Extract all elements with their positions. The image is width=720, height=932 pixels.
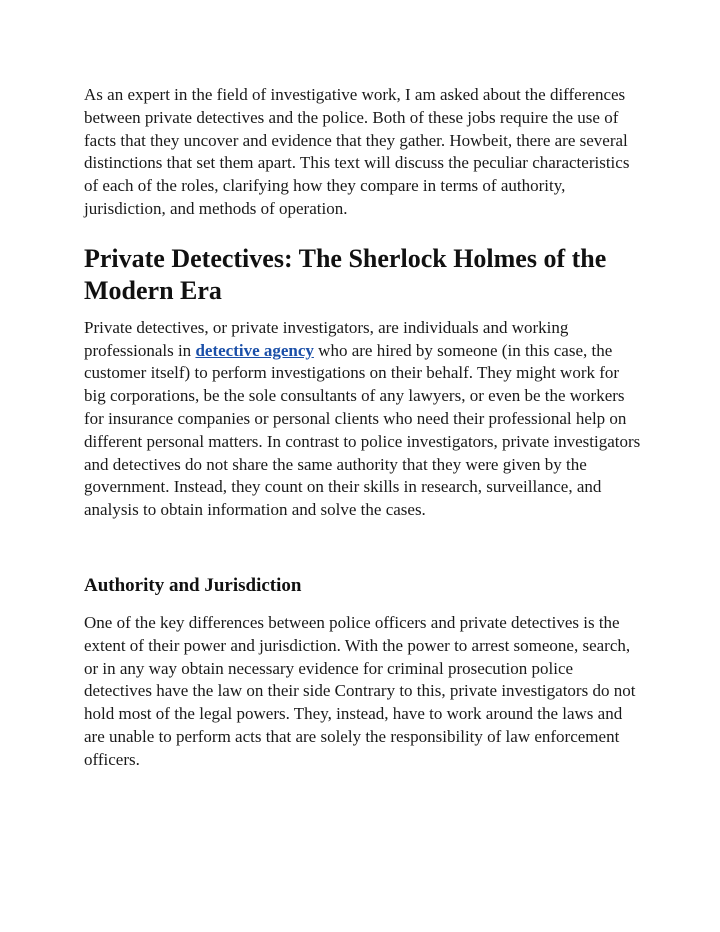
intro-paragraph: As an expert in the field of investigative work, I am asked about the differences between private detectives and the police. Both of these jobs require the use of facts that they uncover and evidence that they gather. Howbeit, there are several distinctions that set them apart. This text will discuss the peculiar characteristics of each of the roles, clarifying how they compare in terms of authority, jurisdiction, and methods of operation.: [84, 85, 630, 218]
private-detectives-paragraph: [84, 317, 644, 522]
paragraph-text-after-link: who are hired by someone (in this case, the customer itself) to perform investigations on their behalf. They might work for big corporations, be the sole consultants of any lawyers, or even be the workers for insurance companies or personal clients who need their professional help on different personal matters. In contrast to police investigators, private investigators and detectives do not share the same authority that they were given by the government. Instead, they count on their skills in research, surveillance, and analysis to obtain information and solve the cases.: [84, 340, 641, 520]
document-page: [84, 84, 644, 772]
detective-agency-link[interactable]: detective agency: [195, 340, 314, 360]
authority-paragraph: One of the key differences between police officers and private detectives is the extent of their power and jurisdiction. With the power to arrest someone, search, or in any way obtain necessary evidence for criminal prosecution police detectives have the law on their side Contrary to this, private investigators do not hold most of the legal powers. They, instead, have to work around the laws and are unable to perform acts that are solely the responsibility of law enforcement officers.: [84, 612, 636, 769]
section-heading-private-detectives: Private Detectives: The Sherlock Holmes of the Modern Era: [84, 243, 607, 305]
section-heading-authority: Authority and Jurisdiction: [84, 574, 302, 596]
paragraph-text-before-link: Private detectives, or private investigators, are individuals and working professionals in: [84, 317, 569, 360]
